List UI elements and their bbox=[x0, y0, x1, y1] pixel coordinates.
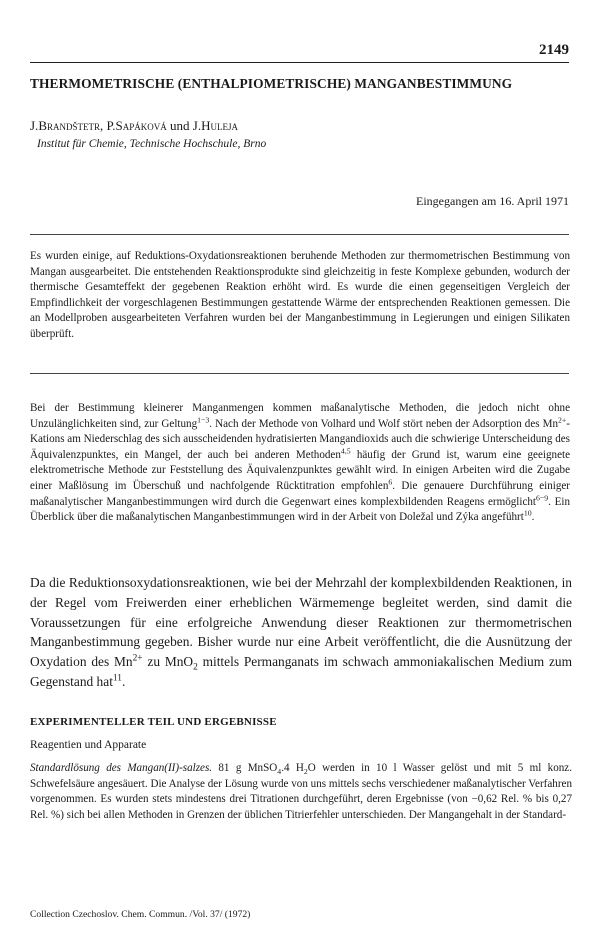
main-text-2: zu MnO bbox=[142, 654, 194, 670]
page-number: 2149 bbox=[539, 42, 569, 58]
ion-charge: 2+ bbox=[558, 414, 567, 424]
affiliation: Institut für Chemie, Technische Hochschule, Brno bbox=[37, 138, 267, 150]
abstract-rule-top bbox=[30, 234, 569, 235]
article-title: THERMOMETRISCHE (ENTHALPIOMETRISCHE) MANGANBESTIMMUNG bbox=[30, 76, 513, 91]
intro-text-7: . bbox=[531, 511, 535, 524]
intro-text-6: . Ein Überblick über die maßanalytischen Manganbestimmungen wird in der Arbeit von Doležal und Zýka angeführt bbox=[30, 495, 570, 524]
main-text-1: Da die Reduktionsoxydationsreaktionen, wie bei der Mehrzahl der komplexbildenden Reaktionen, in der Regel vom Freiwerden einer erheblichen Wärmemenge begleitet werden, sind damit die Voraussetzungen für eine erfolgreiche Anwendung dieser Reaktionen zur thermometrischen Manganbestimmung gegeben. Bisher wurde nur eine Arbeit veröffentlicht, die die Ausnützung der Oxydation des Mn bbox=[30, 575, 572, 670]
author-1-initial: J. bbox=[30, 118, 39, 133]
reagent-text-2: .4 H bbox=[281, 762, 304, 774]
main-text-4: . bbox=[121, 673, 126, 689]
ref-1-3: 1−3 bbox=[197, 414, 210, 424]
abstract: Es wurden einige, auf Reduktions-Oxydationsreaktionen beruhende Methoden zur thermometrischen Bestimmung von Mangan ausgearbeitet. Die entstehenden Reaktionsprodukte sind gleichzeitig in feste Komplexe gebunden, wodurch der thermische Gesamteffekt der gegebenen Reaktion erhöht wird. Es wurde die einen gegenseitigen Vergleich der Empfindlichkeit der vorgeschlagenen Bestimmungen gestattende Wärme der entsprechenden Reaktionen gemessen. Die an Modellproben ausgearbeiteten Verfahren wurden bei der Manganbestimmung in Legierungen und einigen Silikaten überprüft. bbox=[30, 250, 570, 340]
reagent-text-3: O werden in 10 l Wasser gelöst und mit 5 ml konz. Schwefelsäure angesäuert. Die Analyse der Lösung wurde von uns mittels sechs verschiedener maßanalytischer Verfahren vorgenommen. Es wurden stets mindestens drei Titrationen durchgeführt, deren Ergebnisse (von −0,62 Rel. % bis 0,27 Rel. %) sich bei allen Methoden in Grenzen der üblichen Titrierfehler unterschieden. Der Mangangehalt in der Standard- bbox=[30, 762, 572, 821]
author-2-name: Sapáková bbox=[115, 118, 167, 133]
oxide-subscript: 2 bbox=[193, 662, 198, 673]
author-line bbox=[30, 118, 238, 134]
intro-text-4: häufig der Grund ist, warum eine geeignete elektrometrische Methode zur Feststellung des Äquivalenzpunktes gewählt wird. In einigen Arbeiten wird die Zugabe einer Maßlösung im Überschuß und nachfolgende Rücktitration empfohlen bbox=[30, 448, 571, 492]
intro-text-5: . Die genauere Durchführung einiger maßanalytischer Manganbestimmungen wird durch die Gegenwart eines komplexbildenden Reagens ermöglicht bbox=[30, 479, 571, 508]
subsection-heading: Reagentien und Apparate bbox=[30, 739, 147, 751]
intro-paragraph bbox=[30, 401, 570, 526]
reagent-lead: Standardlösung des Mangan(II)-salzes. bbox=[30, 762, 213, 774]
abstract-rule-bottom bbox=[30, 373, 569, 374]
intro-text-2: . Nach der Methode von Volhard und Wolf stört neben der Adsorption des Mn bbox=[209, 417, 559, 430]
author-sep-2: und J. bbox=[166, 118, 202, 133]
main-paragraph bbox=[30, 573, 572, 692]
journal-footer: Collection Czechoslov. Chem. Commun. /Vol. 37/ (1972) bbox=[30, 909, 251, 920]
sulfate-subscript: 4 bbox=[277, 767, 282, 777]
ref-6-9: 6−9 bbox=[536, 492, 549, 502]
main-text-3: mittels Permanganats im schwach ammoniakalischen Medium zum Gegenstand hat bbox=[30, 654, 572, 689]
reagent-text-1: 81 g MnSO bbox=[212, 762, 278, 774]
author-1-name: Brandštetr bbox=[38, 118, 100, 133]
author-3-name: Huleja bbox=[201, 118, 238, 133]
ref-10: 10 bbox=[523, 508, 532, 518]
section-heading: EXPERIMENTELLER TEIL UND ERGEBNISSE bbox=[30, 716, 277, 728]
intro-text-3: -Kations am Niederschlag des sich ausscheidenden hydratisierten Mangandioxids auch die schwierige Unterscheidung des Äquivalenzpunktes, ein Mangel, der auch bei anderen Methoden bbox=[30, 417, 570, 461]
header-rule bbox=[30, 62, 569, 63]
water-subscript: 2 bbox=[303, 767, 308, 777]
ref-4-5: 4,5 bbox=[340, 446, 351, 456]
received-date: Eingegangen am 16. April 1971 bbox=[416, 194, 569, 208]
author-sep-1: , P. bbox=[100, 118, 116, 133]
ion-charge-2: 2+ bbox=[132, 653, 143, 664]
ref-6: 6 bbox=[388, 477, 393, 487]
ref-11: 11 bbox=[112, 673, 122, 684]
reagent-paragraph bbox=[30, 761, 572, 823]
intro-text-1: Bei der Bestimmung kleinerer Manganmengen kommen maßanalytische Methoden, die jedoch nicht ohne Unzulänglichkeiten sind, zur Geltung bbox=[30, 402, 570, 430]
